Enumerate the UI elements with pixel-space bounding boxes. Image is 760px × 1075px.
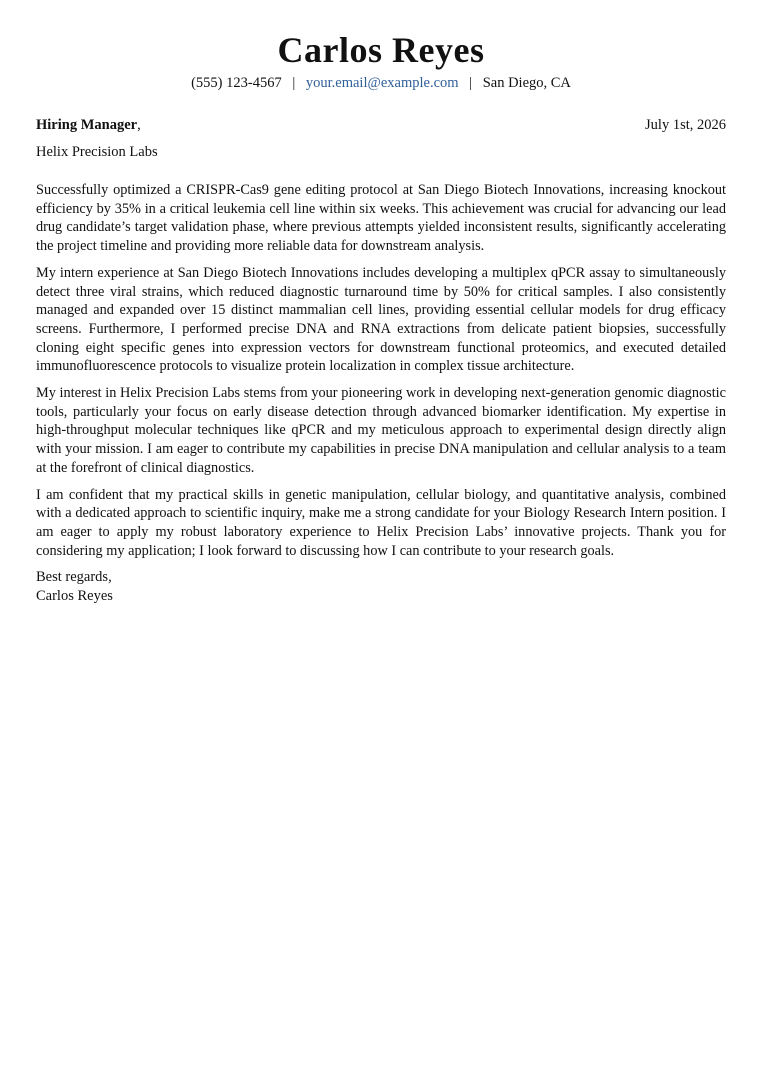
contact-separator: | [292, 75, 296, 91]
contact-separator: | [469, 75, 473, 91]
phone-number: (555) 123-4567 [191, 75, 282, 91]
body-paragraph: I am confident that my practical skills in genetic manipulation, cellular biology, and quantitative analysis, combined with a dedicated approach to scientific inquiry, make me a strong candidate for your Biology Research Intern position. I am eager to apply my robust laboratory experience to Helix Precision Labs’ innovative projects. Thank you for considering my application; I look forward to discussing how I can contribute to your research goals. [36, 486, 726, 559]
contact-line [36, 74, 726, 92]
letter-body [36, 181, 726, 560]
body-paragraph: Successfully optimized a CRISPR-Cas9 gene editing protocol at San Diego Biotech Innovations, increasing knockout efficiency by 35% in a critical leukemia cell line within six weeks. This achievement was crucial for advancing our lead drug candidate’s target validation phase, where previous attempts yielded inconsistent results, significantly accelerating the project timeline and providing more reliable data for downstream analysis. [36, 182, 726, 255]
location: San Diego, CA [482, 75, 571, 91]
recipient-name [36, 116, 141, 134]
recipient-name-text: Hiring Manager [36, 117, 138, 133]
email-link[interactable]: your.email@example.com [305, 75, 459, 91]
recipient-date-row [36, 116, 726, 134]
letter-date: July 1st, 2026 [645, 117, 726, 133]
applicant-name: Carlos Reyes [277, 30, 485, 70]
closing-salutation: Best regards, [36, 569, 112, 586]
body-paragraph: My interest in Helix Precision Labs stems from your pioneering work in developing next-generation genomic diagnostic tools, particularly your focus on early disease detection through advanced biomarker identification. My expertise in high-throughput molecular techniques like qPCR and my meticulous approach to experimental design directly align with your mission. I am eager to contribute my capabilities in precise DNA manipulation and cellular analysis to a team at the forefront of clinical diagnostics. [36, 385, 726, 476]
letter-closing [36, 568, 726, 605]
body-paragraph: My intern experience at San Diego Biotech Innovations includes developing a multiplex qPCR assay to simultaneously detect three viral strains, which reduced diagnostic turnaround time by 50% for critical samples. I also consistently managed and expanded over 15 distinct mammalian cell lines, providing essential cellular models for drug efficacy screens. Furthermore, I performed precise DNA and RNA extractions from delicate patient biopsies, successfully cloning eight specific genes into expression vectors for downstream functional proteomics, and executed detailed immunofluorescence protocols to visualize protein localization in complex tissue architecture. [36, 264, 726, 375]
recipient-company: Helix Precision Labs [36, 144, 158, 160]
recipient-name-suffix: , [137, 117, 141, 133]
closing-signature: Carlos Reyes [36, 588, 113, 605]
